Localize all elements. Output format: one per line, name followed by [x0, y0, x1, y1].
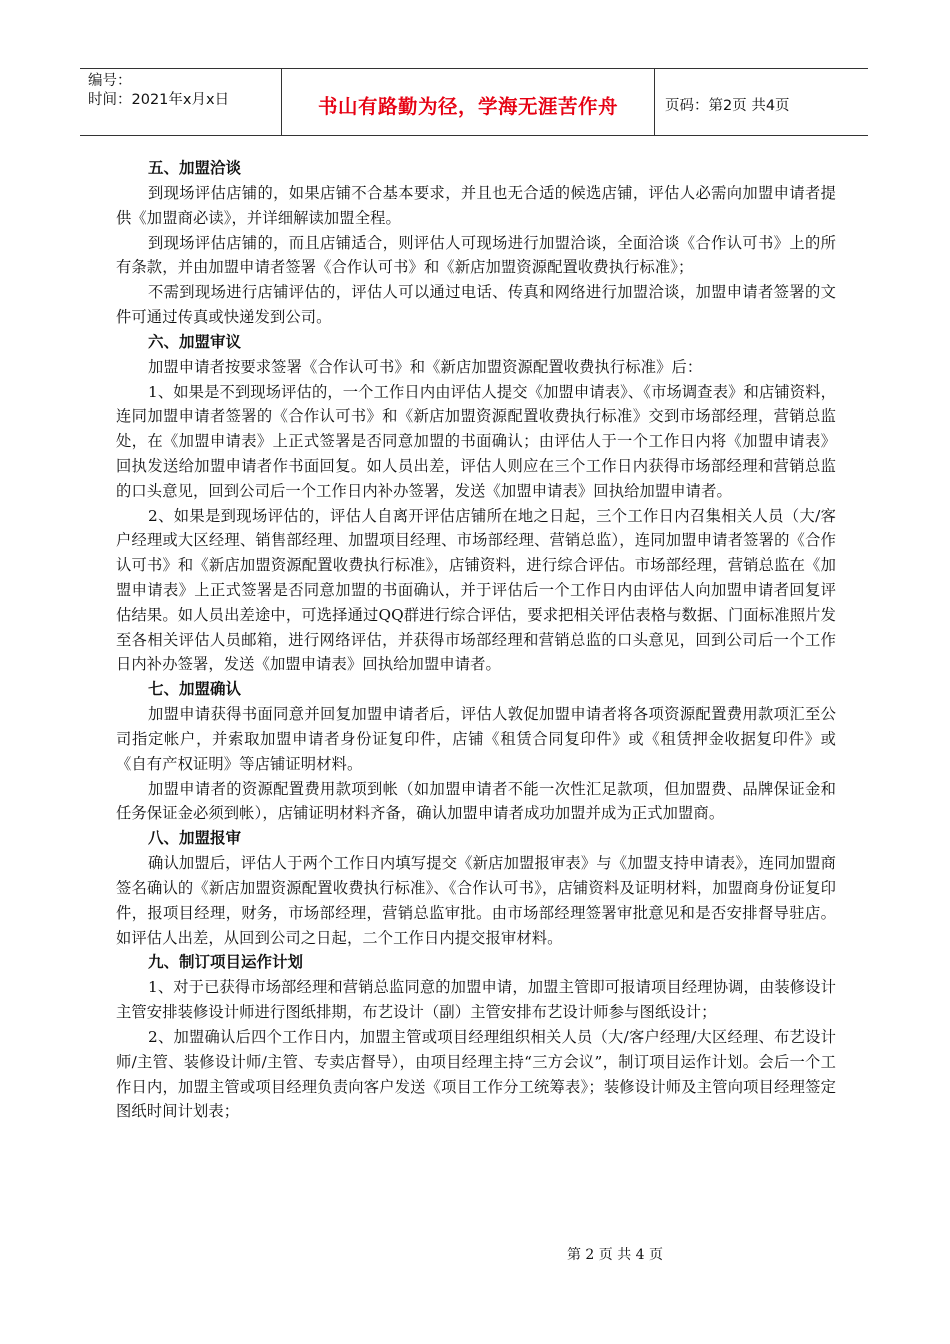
paragraph: 2、加盟确认后四个工作日内，加盟主管或项目经理组织相关人员（大/客户经理/大区经理、布艺设计师/主管、装修设计师/主管、专卖店督导），由项目经理主持“三方会议”，制订项目运作计划。会后一个工作日内，加盟主管或项目经理负责向客户发送《项目工作分工统筹表》；装修设计师及主管向项目经理签定图纸时间计划表；	[116, 1027, 836, 1121]
footer-page-number: 第 2 页 共 4 页	[566, 1247, 664, 1263]
section-heading: 八、加盟报审	[148, 829, 242, 848]
section-heading: 七、加盟确认	[148, 680, 242, 699]
paragraph: 加盟申请者的资源配置费用款项到帐（如加盟申请者不能一次性汇足款项，但加盟费、品牌保证金和任务保证金必须到帐），店铺证明材料齐备，确认加盟申请者成功加盟并成为正式加盟商。	[116, 779, 836, 823]
header-motto-cell	[282, 69, 655, 135]
section-heading: 五、加盟洽谈	[148, 159, 242, 177]
paragraph: 2、如果是到现场评估的，评估人自离开评估店铺所在地之日起，三个工作日内召集相关人员（大/客户经理或大区经理、销售部经理、加盟项目经理、市场部经理、营销总监），连同加盟申请者签署的《合作认可书》和《新店加盟资源配置收费执行标准》，店铺资料，进行综合评估。市场部经理，营销总监在《加盟申请表》上正式签署是否同意加盟的书面确认，并于评估后一个工作日内由评估人向加盟申请者回复评估结果。如人员出差途中，可选择通过QQ群进行综合评估，要求把相关评估表格与数据、门面标准照片发至各相关评估人员邮箱，进行网络评估，并获得市场部经理和营销总监的口头意见，回到公司后一个工作日内补办签署，发送《加盟申请表》回执给加盟申请者。	[116, 506, 836, 674]
document-body	[116, 156, 836, 1124]
section	[116, 826, 836, 950]
paragraph: 确认加盟后，评估人于两个工作日内填写提交《新店加盟报审表》与《加盟支持申请表》，连同加盟商签名确认的《新店加盟资源配置收费执行标准》、《合作认可书》，店铺资料及证明材料，加盟商身份证复印件，报项目经理，财务，市场部经理，营销总监审批。由市场部经理签署审批意见和是否安排督导驻店。如评估人出差，从回到公司之日起，二个工作日内提交报审材料。	[116, 854, 836, 947]
motto-text: 书山有路勤为径，学海无涯苦作舟	[317, 95, 618, 118]
section-heading: 六、加盟审议	[148, 332, 242, 351]
paragraph: 加盟申请获得书面同意并回复加盟申请者后，评估人敦促加盟申请者将各项资源配置费用款项汇至公司指定帐户，并索取加盟申请者身份证复印件，店铺《租赁合同复印件》或《租赁押金收据复印件》或《自有产权证明》等店铺证明材料。	[116, 705, 836, 773]
paragraph: 加盟申请者按要求签署《合作认可书》和《新店加盟资源配置收费执行标准》后：	[148, 357, 703, 376]
page-header	[80, 68, 868, 136]
section	[116, 950, 836, 1124]
page-footer	[0, 1244, 950, 1264]
document-time-label: 时间：2021年x月x日	[88, 92, 230, 108]
section	[116, 330, 836, 677]
document-number-label: 编号：	[88, 73, 132, 89]
header-meta	[80, 69, 282, 135]
paragraph: 1、对于已获得市场部经理和营销总监同意的加盟申请，加盟主管即可报请项目经理协调，由装修设计主管安排装修设计师进行图纸排期，布艺设计（副）主管安排布艺设计师参与图纸设计；	[116, 978, 836, 1022]
header-page-cell	[655, 69, 868, 135]
section	[116, 156, 836, 330]
section-heading: 九、制订项目运作计划	[148, 953, 304, 972]
paragraph: 到现场评估店铺的，而且店铺适合，则评估人可现场进行加盟洽谈，全面洽谈《合作认可书》上的所有条款，并由加盟申请者签署《合作认可书》和《新店加盟资源配置收费执行标准》；	[116, 233, 836, 277]
page-number-label: 页码：第2页 共4页	[665, 97, 790, 114]
paragraph: 不需到现场进行店铺评估的，评估人可以通过电话、传真和网络进行加盟洽谈，加盟申请者签署的文件可通过传真或快递发到公司。	[116, 283, 836, 326]
paragraph: 1、如果是不到现场评估的，一个工作日内由评估人提交《加盟申请表》、《市场调查表》和店铺资料，连同加盟申请者签署的《合作认可书》和《新店加盟资源配置收费执行标准》交到市场部经理，营销总监处，在《加盟申请表》上正式签署是否同意加盟的书面确认；由评估人于一个工作日内将《加盟申请表》回执发送给加盟申请者作书面回复。如人员出差，评估人则应在三个工作日内获得市场部经理和营销总监的口头意见，回到公司后一个工作日内补办签署，发送《加盟申请表》回执给加盟申请者。	[116, 382, 836, 500]
section	[116, 677, 836, 826]
paragraph: 到现场评估店铺的，如果店铺不合基本要求，并且也无合适的候选店铺，评估人必需向加盟申请者提供《加盟商必读》，并详细解读加盟全程。	[116, 184, 836, 227]
